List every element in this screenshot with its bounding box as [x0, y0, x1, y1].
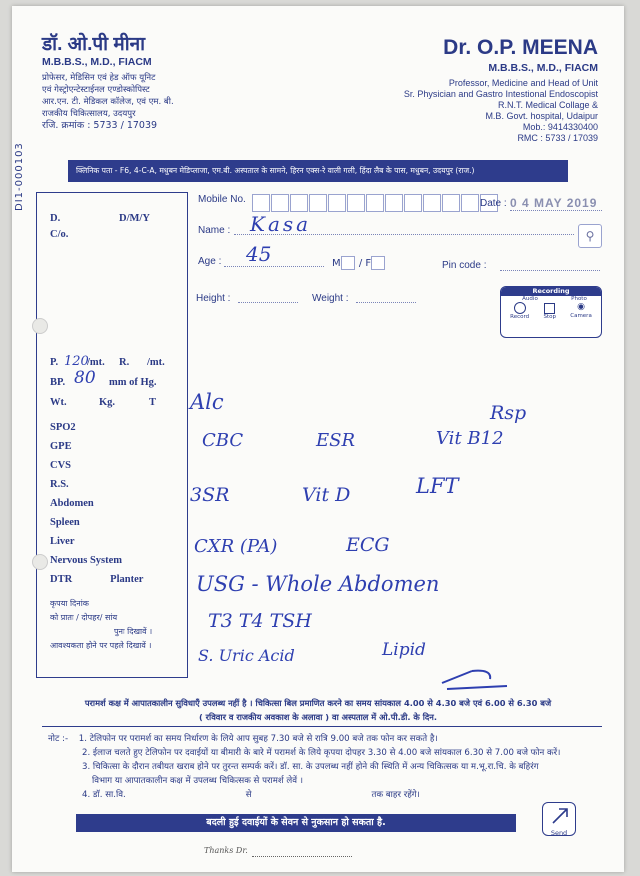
weight-unit: Kg.	[99, 397, 116, 408]
send-button[interactable]: Send	[542, 802, 576, 836]
weight-form-label: Weight :	[312, 293, 349, 304]
rx-line: Lipid	[382, 640, 426, 660]
rx-line: 3SR	[190, 484, 230, 506]
warning-bar: बदली हुई दवाईयों के सेवन से नुकसान हो सकता है.	[76, 814, 516, 832]
exam-list	[50, 418, 143, 589]
pulse-handwritten: 120	[64, 354, 89, 369]
rx-line: ESR	[316, 430, 356, 451]
exam-item: Nervous System	[50, 555, 123, 566]
audio-label: Audio	[522, 296, 538, 302]
age-handwritten: 45	[246, 242, 272, 266]
bp-handwritten: 80	[74, 368, 96, 388]
doctor-name-english: Dr. O.P. MEENA	[443, 36, 598, 59]
rx-line: USG - Whole Abdomen	[196, 572, 440, 596]
right-header-details: Professor, Medicine and Head of Unit Sr. Physician and Gastro Intestional Endoscopist R.N.T. Medical Collage & M.B. Govt. hospital, Udaipur Mob.: 9414330400 RMC : 5733 / 17039	[403, 78, 598, 143]
pin-code-label: Pin code :	[442, 260, 487, 271]
revisit-note: कृपया दिनांक को प्रातः / दोपहर/ सांय पुनः दिखावें । आवश्यकता होने पर पहले दिखावें ।	[50, 599, 153, 650]
rx-line: Rsp	[490, 402, 527, 424]
exam-item: Liver	[50, 536, 75, 547]
signature-scribble	[432, 661, 522, 696]
pulse-unit: /mt.	[87, 357, 105, 368]
record-button[interactable]: Record	[510, 302, 529, 320]
temp-label: T	[149, 397, 157, 408]
degrees-hindi: M.B.B.S., M.D., FIACM	[42, 56, 152, 68]
rx-line: LFT	[416, 474, 459, 498]
vitals-box	[36, 192, 188, 678]
pin-code-field[interactable]	[500, 270, 600, 271]
mobile-label: Mobile No.	[198, 194, 246, 205]
resp-label: R.	[119, 357, 130, 368]
photo-label: Photo	[571, 296, 587, 302]
co-label: C/o.	[50, 229, 69, 240]
divider	[42, 726, 602, 727]
punch-hole	[32, 554, 48, 570]
rx-line: S. Uric Acid	[198, 646, 295, 665]
mobile-input[interactable]	[252, 192, 499, 212]
date-field[interactable]: 0 4 MAY 2019	[510, 192, 602, 211]
name-handwritten: Kasa	[250, 212, 312, 236]
serial-number: DI1-000103	[14, 142, 25, 211]
punch-hole	[32, 318, 48, 334]
exam-item: GPE	[50, 441, 72, 452]
rx-line: Vit B12	[436, 428, 504, 449]
stop-button[interactable]: Stop	[543, 302, 556, 320]
clinic-address-bar: क्लिनिक पता - F6, 4-C-A, मधुबन मेडिप्लाजा, एम.बी. अस्पताल के सामने, हिरन एक्स-रे वाली गली, हिंदा लैब के पास, मधुबन, उदयपुर (राज.)	[68, 160, 568, 182]
exam-item: CVS	[50, 460, 72, 471]
exam-item: SPO2	[50, 422, 76, 433]
dmy-label: D/M/Y	[119, 213, 150, 224]
height-label: Height :	[196, 293, 231, 304]
camera-icon: ◉	[577, 302, 585, 312]
notice-text: परामर्श कक्ष में आपातकालीन सुविधाएँ उपलब्ध नहीं है । चिकित्सा बिल प्रमाणित करने का समय सांयकाल 4.00 से 4.30 बजे एवं 6.00 से 6.30 बजे ( रविवार व राजकीय अवकाश के अलावा ) वा अस्पताल में ओ.पी.डी. के दिन.	[84, 698, 552, 722]
height-field[interactable]	[238, 302, 298, 303]
exam-item: R.S.	[50, 479, 69, 490]
name-label: Name :	[198, 225, 231, 236]
date-label: Date :	[480, 198, 507, 209]
age-label: Age :	[198, 256, 222, 267]
left-header-details: प्रोफेसर, मेडिसिन एवं हेड ऑफ यूनिट एवं गेस्ट्रोएन्टेस्टाईनल एण्डोस्कोपिस्ट आर.एन. टी. मेडिकल कॉलेज, एवं एम. बी. राजकीय चिकित्सालय, उदयपुर रजि. क्रमांक : 5733 / 17039	[42, 73, 174, 131]
exam-item: Spleen	[50, 517, 80, 528]
gender-selector[interactable]: M / F	[332, 256, 386, 270]
exam-item: DTR Planter	[50, 574, 144, 585]
bp-label: BP.	[50, 377, 66, 388]
prescription-sheet	[12, 6, 624, 872]
notes-block: नोट :- 1. टेलिफोन पर परामर्श का समय निर्धारण के लिये आप सुबह 7.30 बजे से रात्रि 9.00 बजे तक फोन कर सकते है। 2. ईलाज चलते हुए टेलिफोन पर दवाईयों या बीमारी के बारे में परामर्श के लिये कृपया दोपहर 3.30 से 4.00 बजे सांयकाल 6.30 से 7.00 बजे फोन करें। 3. चिकित्सा के दौरान तबीयत खराब होने पर तुरन्त सम्पर्क करें। डॉ. सा. के उपलब्ध नहीं होने की स्थिति में अन्य चिकित्सक या म.भू.रा.चि. के बहिरंग विभाग या आपातकालीन कक्ष में उपलब्ध चिकित्सक से परामर्श लेवें । 4. डॉ. सा.वि. से तक बाहर रहेंगे।	[48, 734, 561, 800]
weight-field[interactable]	[356, 302, 416, 303]
rx-line: Vit D	[302, 484, 351, 506]
thanks-line	[252, 856, 352, 857]
age-field[interactable]	[224, 266, 324, 267]
bp-unit: mm of Hg.	[109, 377, 157, 388]
resp-unit: /mt.	[147, 357, 165, 368]
doctor-name-hindi: डॉ. ओ.पी मीना	[42, 34, 146, 55]
thanks-label: Thanks Dr.	[204, 846, 248, 855]
rx-line: CBC	[202, 430, 244, 451]
recording-title: Recording	[501, 287, 601, 296]
d-label: D.	[50, 213, 61, 224]
rx-line: T3 T4 TSH	[208, 610, 312, 632]
exam-item: Abdomen	[50, 498, 94, 509]
camera-button[interactable]: ◉ Camera	[570, 302, 592, 319]
rx-line: CXR (PA)	[194, 536, 278, 557]
weight-label: Wt.	[50, 397, 67, 408]
send-icon	[543, 803, 575, 827]
user-search-icon[interactable]: ⚲	[578, 224, 602, 248]
stop-icon	[544, 303, 555, 314]
degrees-english: M.B.B.S., M.D., FIACM	[488, 62, 598, 74]
pulse-label: P.	[50, 357, 59, 368]
rx-line: Alc	[190, 390, 224, 414]
rx-line: ECG	[346, 534, 390, 556]
record-icon	[514, 302, 526, 314]
recording-widget	[500, 286, 602, 338]
